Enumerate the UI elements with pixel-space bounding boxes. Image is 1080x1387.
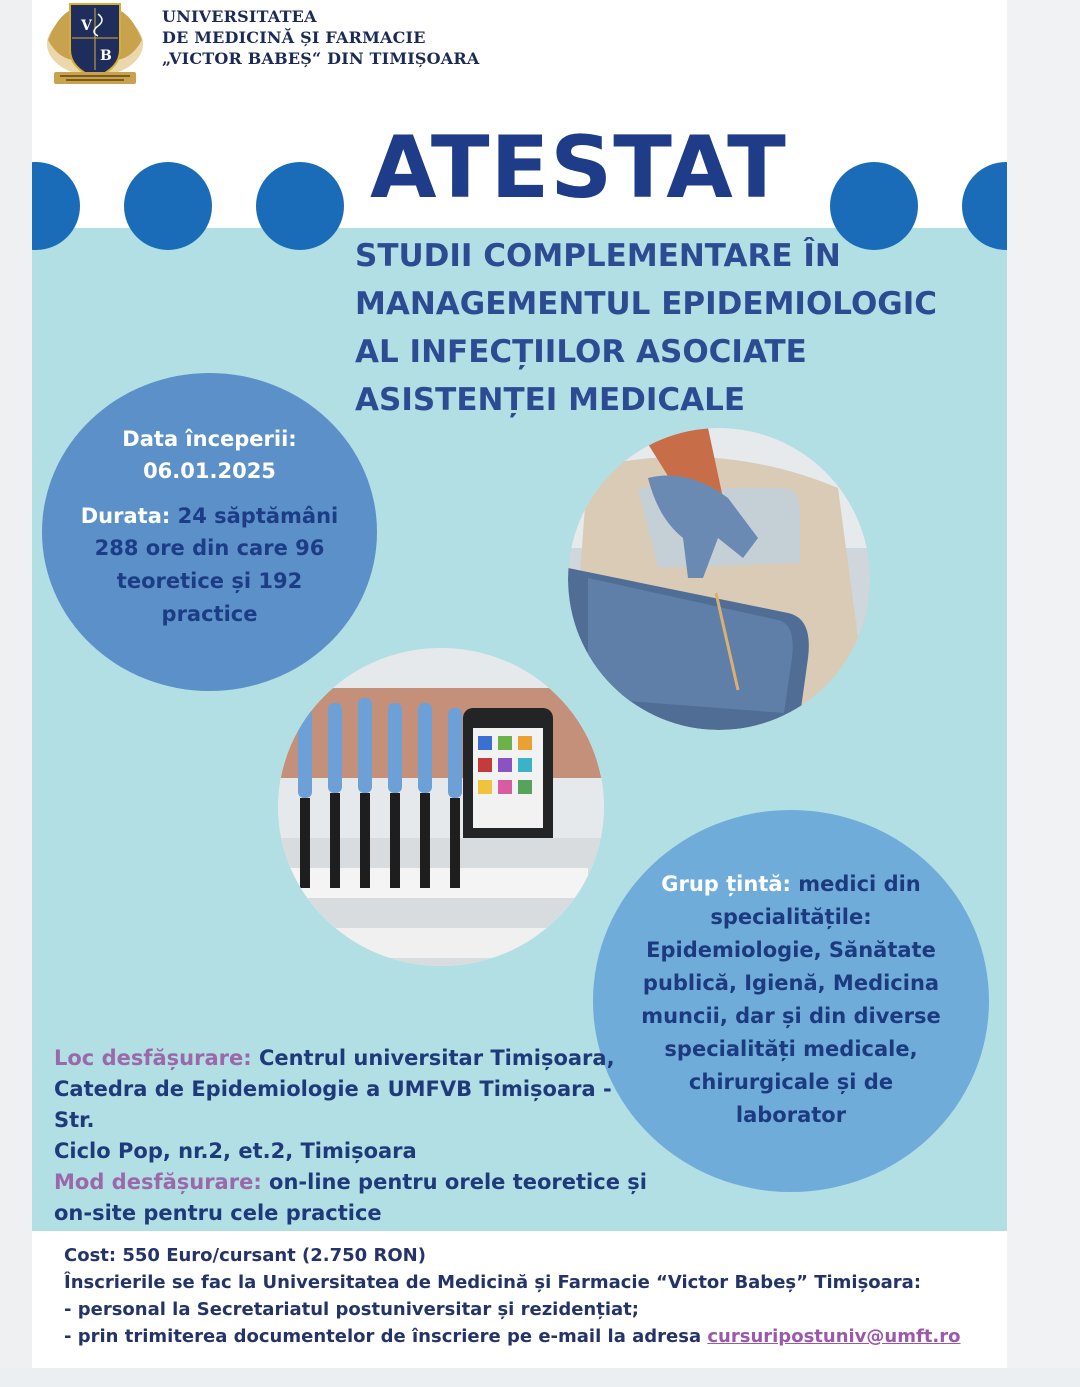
footer-info: [64, 1242, 1004, 1350]
subtitle-line-3: AL INFECȚIILOR ASOCIATE: [355, 334, 807, 370]
target-group-line: specialități medicale,: [664, 1037, 918, 1061]
subtitle-line-4: ASISTENȚEI MEDICALE: [355, 382, 746, 418]
target-group-line: laborator: [735, 1103, 847, 1127]
svg-text:V: V: [81, 18, 92, 34]
start-date-label: Data începerii:: [122, 427, 297, 451]
page-margin-bottom: [0, 1368, 1080, 1387]
mode-line-2: on-site pentru cele practice: [54, 1201, 382, 1225]
poster-title: ATESTAT: [370, 118, 787, 218]
page-margin-right: [1007, 0, 1080, 1387]
location-section: [54, 1043, 654, 1229]
subtitle-line-1: STUDII COMPLEMENTARE ÎN: [355, 238, 841, 274]
location-line-1: [54, 1043, 654, 1074]
mode-first: on-line pentru orele teoretice și: [269, 1170, 647, 1194]
target-group-first: medici din: [798, 872, 921, 896]
start-date-value: 06.01.2025: [143, 459, 276, 483]
university-name-line-1: UNIVERSITATEA: [162, 7, 317, 26]
photo-swab-sampling: [568, 428, 870, 730]
target-group-first-line: [593, 868, 989, 901]
poster-subtitle: [355, 232, 937, 424]
university-name-line-3: „VICTOR BABEȘ“ DIN TIMIȘOARA: [162, 49, 480, 68]
enrolment-line: Înscrierile se fac la Universitatea de Medicină și Farmacie “Victor Babeș” Timișoara:: [64, 1272, 922, 1293]
course-info-circle: [42, 373, 377, 691]
location-line-3: Ciclo Pop, nr.2, et.2, Timișoara: [54, 1139, 417, 1163]
photo-test-tubes: [278, 648, 604, 966]
hours-line-3: practice: [161, 602, 258, 626]
location-label: Loc desfășurare:: [54, 1046, 252, 1070]
enrolment-option-2: [64, 1323, 1004, 1350]
mode-line-1: [54, 1167, 654, 1198]
duration: [42, 500, 377, 532]
duration-value: 24 săptămâni: [177, 504, 339, 528]
duration-label: Durata:: [80, 504, 171, 528]
target-group-line: muncii, dar și din diverse: [641, 1004, 941, 1028]
mode-label: Mod desfășurare:: [54, 1170, 262, 1194]
target-group-line: chirurgicale și de: [688, 1070, 894, 1094]
decorative-dot: [124, 162, 212, 250]
university-crest-logo: [40, 0, 150, 88]
target-group-line: publică, Igienă, Medicina: [642, 971, 940, 995]
decorative-dot: [256, 162, 344, 250]
university-name: [162, 6, 480, 69]
enrolment-option-1: - personal la Secretariatul postuniversitar și rezidențiat;: [64, 1299, 639, 1320]
cost-line: Cost: 550 Euro/cursant (2.750 RON): [64, 1245, 426, 1266]
poster: [32, 0, 1007, 1368]
target-group-line: Epidemiologie, Sănătate: [646, 938, 936, 962]
target-group-line: specialitățile:: [710, 905, 872, 929]
location-first: Centrul universitar Timișoara,: [258, 1046, 615, 1070]
target-group-label: Grup țintă:: [661, 872, 791, 896]
hours-line-1: 288 ore din care 96: [94, 536, 325, 560]
subtitle-line-2: MANAGEMENTUL EPIDEMIOLOGIC: [355, 286, 938, 322]
email-link[interactable]: cursuripostuniv@umft.ro: [707, 1326, 961, 1347]
university-name-line-2: DE MEDICINĂ ȘI FARMACIE: [162, 28, 426, 47]
svg-text:B: B: [100, 48, 112, 64]
hours-line-2: teoretice și 192: [116, 569, 303, 593]
enrolment-option-2-text: - prin trimiterea documentelor de înscriere pe e-mail la adresa: [64, 1326, 702, 1347]
location-line-2: Catedra de Epidemiologie a UMFVB Timișoara - Str.: [54, 1077, 612, 1132]
